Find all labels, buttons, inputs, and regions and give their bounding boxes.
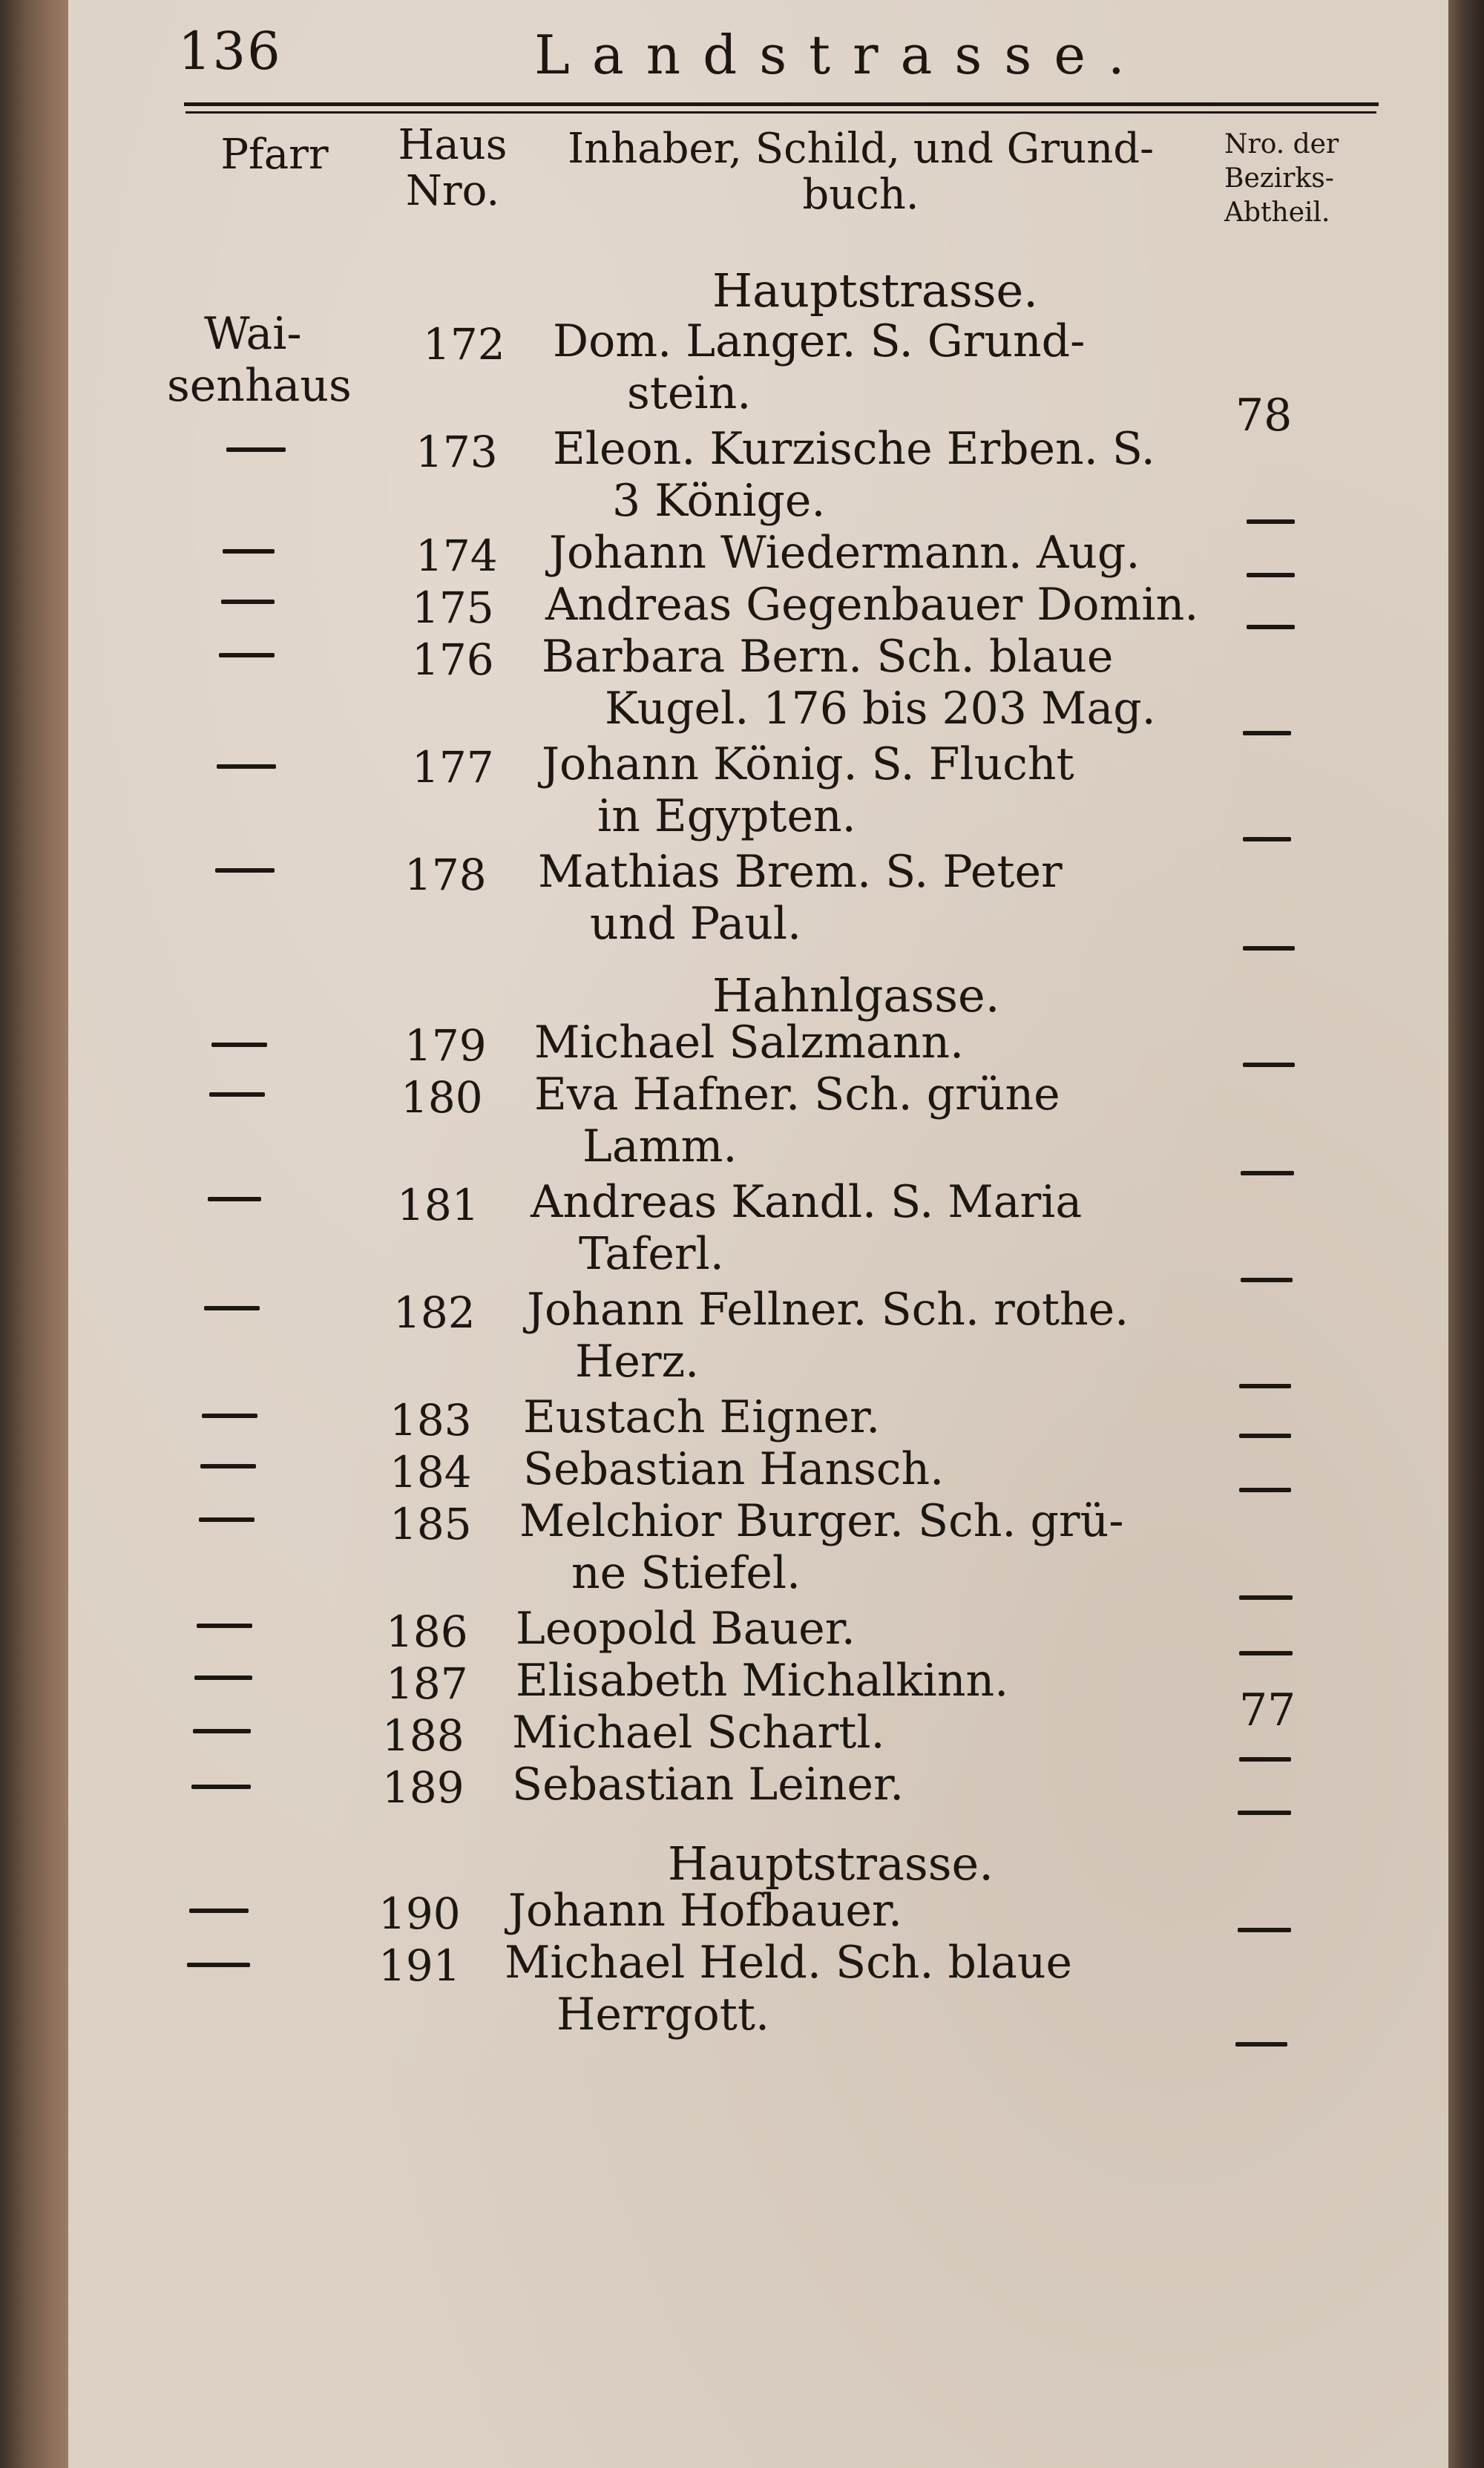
ditto-dash: [1243, 731, 1291, 735]
entry-text: Dom. Langer. S. Grund-: [553, 315, 1086, 367]
house-number: 173: [416, 427, 498, 477]
entry-text-continued: Herz.: [575, 1336, 700, 1388]
entry-text: Melchior Burger. Sch. grü-: [519, 1495, 1124, 1547]
page-number: 136: [178, 21, 282, 82]
house-number: 190: [378, 1888, 461, 1939]
ditto-dash: [1238, 1811, 1291, 1815]
ditto-dash: [1247, 519, 1295, 524]
ditto-dash: [1239, 1595, 1293, 1600]
house-number: 179: [404, 1020, 487, 1071]
house-number: 176: [412, 634, 494, 685]
entry-text: Sebastian Hansch.: [523, 1443, 945, 1495]
ditto-dash: [1241, 1278, 1293, 1282]
entry-text: Michael Salzmann.: [534, 1017, 965, 1069]
ditto-dash: [189, 1909, 249, 1913]
column-header-bezirk-line3: Abtheil.: [1224, 197, 1330, 228]
house-number: 189: [382, 1762, 464, 1813]
column-header-bezirk: [1224, 128, 1373, 230]
street-heading: Hauptstrasse.: [668, 1837, 994, 1891]
entry-text: Johann Hofbauer.: [508, 1885, 903, 1937]
house-number: 172: [423, 319, 505, 370]
house-number: 174: [416, 531, 498, 581]
ditto-dash: [1243, 946, 1295, 951]
ditto-dash: [194, 1676, 252, 1680]
ditto-dash: [208, 1197, 261, 1201]
bezirk-number: 77: [1239, 1684, 1296, 1736]
ditto-dash: [200, 1464, 256, 1468]
ditto-dash: [217, 764, 276, 769]
header-rule-bottom: [186, 111, 1376, 114]
entry-text: Michael Schartl.: [512, 1707, 885, 1759]
bezirk-number: 78: [1235, 390, 1293, 442]
running-title: Landstrasse.: [534, 24, 1147, 86]
entry-text: Eva Hafner. Sch. grüne: [534, 1069, 1060, 1120]
entry-text-continued: Herrgott.: [556, 1989, 770, 2041]
house-number: 182: [393, 1287, 476, 1338]
house-number: 175: [412, 582, 494, 633]
house-number: 180: [401, 1072, 483, 1123]
column-header-haus: [386, 122, 519, 214]
entry-text-continued: 3 Könige.: [612, 475, 826, 527]
house-number: 186: [386, 1607, 468, 1657]
entry-text-continued: und Paul.: [590, 898, 802, 950]
entry-text-continued: Kugel. 176 bis 203 Mag.: [605, 683, 1156, 735]
ditto-dash: [1239, 1757, 1291, 1762]
pfarr-name-line2: senhaus: [167, 360, 352, 412]
street-heading: Hahnlgasse.: [712, 968, 1000, 1023]
column-header-haus-line2: Nro.: [405, 167, 500, 215]
ditto-dash: [202, 1414, 257, 1418]
entry-text: Andreas Kandl. S. Maria: [531, 1176, 1083, 1228]
ditto-dash: [1239, 1651, 1293, 1655]
book-edge-left: [0, 0, 68, 2468]
column-header-pfarr: [200, 132, 349, 178]
ditto-dash: [1247, 573, 1295, 577]
ditto-dash: [1241, 1171, 1294, 1175]
entry-text-continued: ne Stiefel.: [571, 1547, 801, 1599]
entry-text: Barbara Bern. Sch. blaue: [542, 631, 1114, 683]
house-number: 177: [412, 742, 494, 792]
ditto-dash: [221, 600, 275, 604]
house-number: 191: [378, 1940, 461, 1991]
house-number: 183: [390, 1395, 472, 1445]
entry-text: Johann Fellner. Sch. rothe.: [527, 1284, 1129, 1336]
entry-text: Johann Wiedermann. Aug.: [549, 527, 1140, 579]
ditto-dash: [209, 1092, 265, 1097]
entry-text: Elisabeth Michalkinn.: [516, 1655, 1009, 1707]
ditto-dash: [1239, 1384, 1291, 1388]
header-rule-top: [184, 102, 1379, 106]
house-number: 184: [390, 1447, 472, 1497]
street-heading: Hauptstrasse.: [712, 263, 1038, 318]
ditto-dash: [1247, 625, 1295, 629]
ditto-dash: [1235, 2042, 1287, 2047]
column-header-pfarr-text: Pfarr: [220, 131, 329, 179]
ditto-dash: [187, 1963, 250, 1967]
house-number: 181: [397, 1180, 479, 1230]
entry-text: Johann König. S. Flucht: [542, 738, 1074, 790]
entry-text-continued: stein.: [627, 367, 752, 419]
house-number: 178: [404, 850, 487, 900]
ditto-dash: [1238, 1928, 1291, 1932]
book-edge-right: [1448, 0, 1484, 2468]
ditto-dash: [1243, 1063, 1295, 1067]
column-header-bezirk-line2: Bezirks-: [1224, 163, 1334, 194]
entry-text: Eleon. Kurzische Erben. S.: [553, 423, 1155, 475]
ditto-dash: [211, 1043, 267, 1047]
entry-text: Andreas Gegenbauer Domin.: [545, 579, 1199, 631]
column-header-inhaber-line1: Inhaber, Schild, und Grund-: [567, 125, 1155, 173]
entry-text-continued: in Egypten.: [597, 790, 856, 842]
entry-text: Michael Held. Sch. blaue: [505, 1937, 1072, 1989]
column-header-haus-line1: Haus: [398, 121, 508, 169]
ditto-dash: [193, 1729, 251, 1733]
entry-text: Sebastian Leiner.: [512, 1759, 904, 1811]
ditto-dash: [1243, 837, 1291, 841]
pfarr-name-line1: Wai-: [204, 308, 302, 360]
entry-text: Leopold Bauer.: [516, 1603, 856, 1655]
entry-text-continued: Lamm.: [582, 1120, 738, 1172]
ditto-dash: [215, 868, 275, 873]
entry-text: Eustach Eigner.: [523, 1391, 881, 1443]
house-number: 187: [386, 1658, 468, 1709]
column-header-inhaber-line2: buch.: [802, 171, 919, 219]
house-number: 185: [390, 1499, 472, 1549]
ditto-dash: [204, 1306, 260, 1310]
ditto-dash: [197, 1624, 252, 1628]
ditto-dash: [219, 653, 275, 657]
column-header-inhaber: [549, 126, 1172, 218]
ditto-dash: [1239, 1434, 1291, 1438]
ditto-dash: [191, 1785, 251, 1789]
ditto-dash: [1239, 1488, 1291, 1492]
entry-text: Mathias Brem. S. Peter: [538, 846, 1063, 898]
ditto-dash: [199, 1517, 255, 1522]
ditto-dash: [226, 447, 286, 452]
entry-text-continued: Taferl.: [579, 1228, 724, 1280]
house-number: 188: [382, 1710, 464, 1761]
column-header-bezirk-line1: Nro. der: [1224, 129, 1339, 160]
ditto-dash: [223, 549, 275, 554]
